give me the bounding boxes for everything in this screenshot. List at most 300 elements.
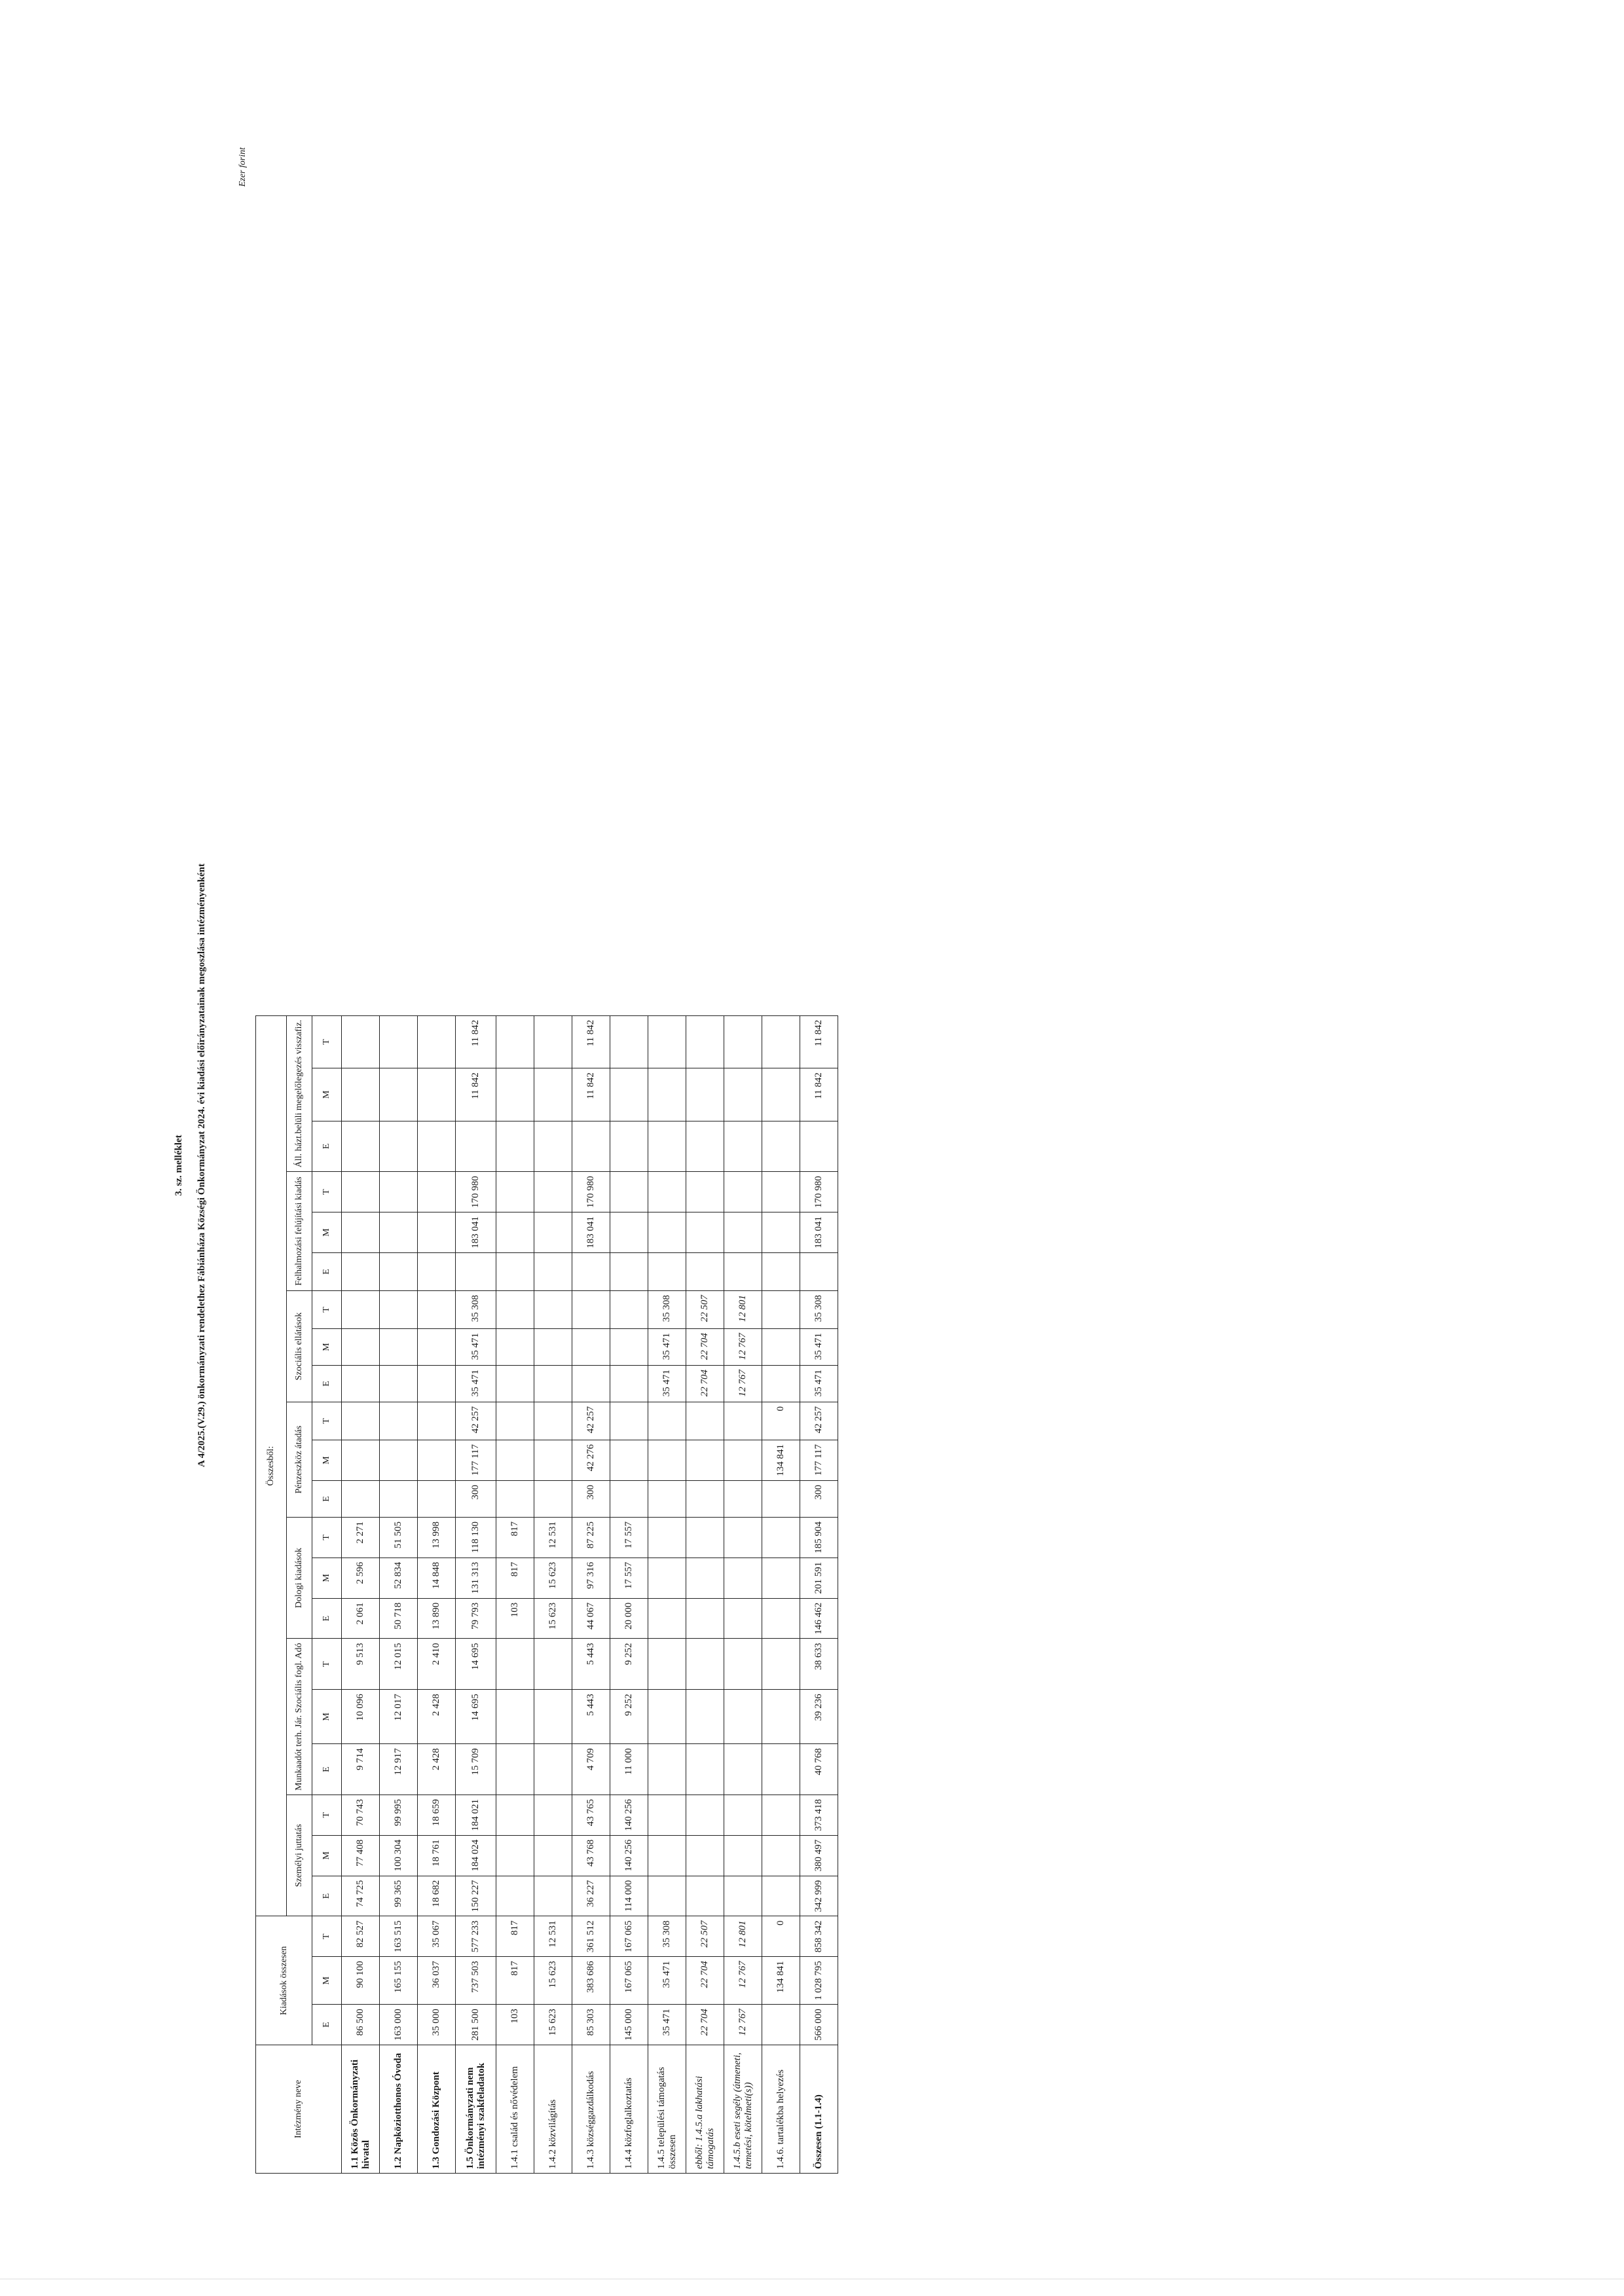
cell-value — [342, 1121, 380, 1172]
sub-header-e: E — [312, 2005, 342, 2045]
cell-value — [610, 1121, 648, 1172]
cell-value: 817 — [496, 1558, 534, 1598]
cell-value: 183 041 — [800, 1212, 838, 1252]
cell-value — [610, 1252, 648, 1290]
cell-value — [724, 1744, 762, 1795]
cell-value — [724, 1835, 762, 1876]
cell-value: 9 513 — [342, 1639, 380, 1690]
cell-value: 43 765 — [572, 1795, 610, 1836]
cell-value: 5 443 — [572, 1639, 610, 1690]
cell-value: 22 507 — [686, 1290, 724, 1328]
cell-value: 15 623 — [534, 1957, 572, 2005]
cell-value: 51 505 — [380, 1517, 418, 1558]
cell-value: 183 041 — [456, 1212, 496, 1252]
cell-value — [380, 1212, 418, 1252]
cell-value: 140 256 — [610, 1835, 648, 1876]
sub-header-e: E — [312, 1121, 342, 1172]
cell-value — [610, 1480, 648, 1517]
cell-value — [534, 1440, 572, 1480]
cell-value — [686, 1517, 724, 1558]
cell-value — [534, 1212, 572, 1252]
cell-value: 22 507 — [686, 1916, 724, 1957]
cell-value: 566 000 — [800, 2005, 838, 2045]
cell-value: 12 801 — [724, 1290, 762, 1328]
cell-value — [762, 1068, 800, 1121]
cell-value — [342, 1328, 380, 1365]
cell-value: 44 067 — [572, 1598, 610, 1639]
cell-value — [724, 1876, 762, 1916]
cell-value — [648, 1121, 686, 1172]
cell-value: 35 471 — [800, 1365, 838, 1402]
sub-header-t: T — [312, 1015, 342, 1068]
cell-value — [342, 1365, 380, 1402]
cell-value — [380, 1402, 418, 1440]
cell-value — [496, 1835, 534, 1876]
cell-value: 150 227 — [456, 1876, 496, 1916]
cell-value: 12 767 — [724, 1328, 762, 1365]
cell-value — [686, 1744, 724, 1795]
cell-value — [648, 1795, 686, 1836]
cell-value: 817 — [496, 1916, 534, 1957]
cell-value: 35 067 — [418, 1916, 456, 1957]
cell-value — [724, 1598, 762, 1639]
sub-header-t: T — [312, 1639, 342, 1690]
cell-value: 12 767 — [724, 1365, 762, 1402]
cell-value: 87 225 — [572, 1517, 610, 1558]
cell-value: 14 848 — [418, 1558, 456, 1598]
cell-value — [648, 1558, 686, 1598]
cell-value: 50 718 — [380, 1598, 418, 1639]
cell-value: 100 304 — [380, 1835, 418, 1876]
cell-value — [762, 1290, 800, 1328]
cell-value — [686, 1795, 724, 1836]
cell-value: 35 308 — [456, 1290, 496, 1328]
cell-value — [762, 1172, 800, 1212]
cell-value — [762, 1639, 800, 1690]
cell-value — [496, 1068, 534, 1121]
cell-value — [724, 1172, 762, 1212]
sub-header-e: E — [312, 1252, 342, 1290]
row-name: 1.4.5.b eseti segély (átmeneti, temetési, kötelmeti(s)) — [724, 2045, 762, 2174]
cell-value — [800, 1121, 838, 1172]
expenditure-table — [255, 1015, 838, 2174]
cell-value — [648, 1876, 686, 1916]
cell-value — [418, 1328, 456, 1365]
cell-value: 737 503 — [456, 1957, 496, 2005]
cell-value — [342, 1212, 380, 1252]
cell-value — [648, 1172, 686, 1212]
cell-value: 13 998 — [418, 1517, 456, 1558]
cell-value: 2 428 — [418, 1690, 456, 1744]
cell-value: 373 418 — [800, 1795, 838, 1836]
cell-value: 11 842 — [572, 1015, 610, 1068]
cell-value — [418, 1365, 456, 1402]
cell-value: 40 768 — [800, 1744, 838, 1795]
cell-value — [342, 1480, 380, 1517]
cell-value — [686, 1121, 724, 1172]
cell-value: 42 276 — [572, 1440, 610, 1480]
row-name: 1.4.1 család és nővédelem — [496, 2045, 534, 2174]
cell-value: 2 596 — [342, 1558, 380, 1598]
cell-value — [380, 1480, 418, 1517]
sub-header-m: M — [312, 1212, 342, 1252]
header-total: Kiadások összesen — [256, 1916, 312, 2045]
cell-value — [724, 1068, 762, 1121]
cell-value — [648, 1690, 686, 1744]
unit-label: Ezer forint — [238, 147, 248, 187]
cell-value — [762, 1598, 800, 1639]
cell-value: 86 500 — [342, 2005, 380, 2045]
cell-value — [496, 1402, 534, 1440]
sub-header-e: E — [312, 1598, 342, 1639]
annex-label: 3. sz. melléklet — [174, 1135, 184, 1196]
cell-value — [534, 1328, 572, 1365]
cell-value — [380, 1172, 418, 1212]
cell-value: 167 065 — [610, 1957, 648, 2005]
cell-value: 114 000 — [610, 1876, 648, 1916]
cell-value: 22 704 — [686, 1328, 724, 1365]
cell-value — [648, 1402, 686, 1440]
cell-value — [686, 1212, 724, 1252]
cell-value — [534, 1365, 572, 1402]
cell-value: 42 257 — [800, 1402, 838, 1440]
cell-value: 281 500 — [456, 2005, 496, 2045]
cell-value — [762, 1252, 800, 1290]
cell-value: 70 743 — [342, 1795, 380, 1836]
cell-value — [534, 1480, 572, 1517]
header-institution-name: Intézmény neve — [256, 2045, 342, 2174]
cell-value — [762, 1835, 800, 1876]
cell-value: 14 695 — [456, 1690, 496, 1744]
cell-value — [496, 1744, 534, 1795]
cell-value: 35 471 — [648, 1365, 686, 1402]
cell-value — [380, 1252, 418, 1290]
cell-value: 858 342 — [800, 1916, 838, 1957]
sub-header-e: E — [312, 1876, 342, 1916]
cell-value: 380 497 — [800, 1835, 838, 1876]
cell-value: 39 236 — [800, 1690, 838, 1744]
cell-value — [534, 1068, 572, 1121]
table-body — [342, 1015, 838, 2173]
cell-value: 12 767 — [724, 1957, 762, 2005]
cell-value — [686, 1690, 724, 1744]
cell-value — [610, 1402, 648, 1440]
cell-value — [686, 1252, 724, 1290]
cell-value — [762, 1480, 800, 1517]
cell-value — [648, 1212, 686, 1252]
cell-value: 0 — [762, 1916, 800, 1957]
cell-value — [496, 1252, 534, 1290]
cell-value — [380, 1365, 418, 1402]
cell-value — [686, 1440, 724, 1480]
cell-value — [572, 1252, 610, 1290]
cell-value: 170 980 — [456, 1172, 496, 1212]
cell-value: 184 024 — [456, 1835, 496, 1876]
cell-value: 140 256 — [610, 1795, 648, 1836]
sub-header-m: M — [312, 1835, 342, 1876]
cell-value: 35 471 — [456, 1365, 496, 1402]
cell-value: 361 512 — [572, 1916, 610, 1957]
cell-value — [534, 1690, 572, 1744]
cell-value: 177 117 — [800, 1440, 838, 1480]
cell-value — [418, 1402, 456, 1440]
cell-value: 383 686 — [572, 1957, 610, 2005]
cell-value: 18 659 — [418, 1795, 456, 1836]
cell-value — [496, 1121, 534, 1172]
header-capital: Felhalmozási felújítási kiadás — [287, 1172, 312, 1291]
table-row — [572, 1015, 610, 2173]
cell-value — [686, 1835, 724, 1876]
cell-value — [648, 1517, 686, 1558]
cell-value: 9 714 — [342, 1744, 380, 1795]
row-name: 1.2 Napköziotthonos Óvoda — [380, 2045, 418, 2174]
cell-value — [496, 1690, 534, 1744]
sub-header-m: M — [312, 1328, 342, 1365]
sub-header-m: M — [312, 1068, 342, 1121]
cell-value — [418, 1068, 456, 1121]
cell-value: 300 — [456, 1480, 496, 1517]
cell-value: 185 904 — [800, 1517, 838, 1558]
cell-value: 10 096 — [342, 1690, 380, 1744]
cell-value: 2 271 — [342, 1517, 380, 1558]
header-of-which: Összesből: — [256, 1015, 287, 1916]
sub-header-t: T — [312, 1795, 342, 1836]
cell-value — [762, 1744, 800, 1795]
cell-value — [418, 1290, 456, 1328]
cell-value — [418, 1440, 456, 1480]
row-name: 1.4.6. tartalékba helyezés — [762, 2045, 800, 2174]
cell-value: 12 017 — [380, 1690, 418, 1744]
cell-value: 52 834 — [380, 1558, 418, 1598]
cell-value — [800, 1252, 838, 1290]
cell-value: 12 767 — [724, 2005, 762, 2045]
cell-value: 35 308 — [648, 1290, 686, 1328]
cell-value: 165 155 — [380, 1957, 418, 2005]
sub-header-m: M — [312, 1690, 342, 1744]
cell-value — [724, 1639, 762, 1690]
cell-value: 35 471 — [648, 2005, 686, 2045]
cell-value: 42 257 — [572, 1402, 610, 1440]
cell-value — [762, 2005, 800, 2045]
table-row — [342, 1015, 380, 2173]
cell-value — [496, 1212, 534, 1252]
cell-value: 11 842 — [456, 1015, 496, 1068]
cell-value — [648, 1015, 686, 1068]
row-name: 1.4.5 települési támogatás összesen — [648, 2045, 686, 2174]
cell-value: 131 313 — [456, 1558, 496, 1598]
cell-value — [762, 1015, 800, 1068]
cell-value: 99 365 — [380, 1876, 418, 1916]
cell-value — [724, 1690, 762, 1744]
cell-value: 300 — [800, 1480, 838, 1517]
cell-value: 14 695 — [456, 1639, 496, 1690]
cell-value: 167 065 — [610, 1916, 648, 1957]
cell-value: 9 252 — [610, 1690, 648, 1744]
cell-value: 11 842 — [800, 1015, 838, 1068]
cell-value — [762, 1876, 800, 1916]
cell-value: 15 623 — [534, 1598, 572, 1639]
table-row — [610, 1015, 648, 2173]
cell-value: 11 842 — [572, 1068, 610, 1121]
cell-value: 82 527 — [342, 1916, 380, 1957]
cell-value — [686, 1598, 724, 1639]
cell-value: 817 — [496, 1957, 534, 2005]
header-employer-tax: Munkaadót terh. Jár. Szociális fogl. Adó — [287, 1639, 312, 1795]
cell-value: 1 028 795 — [800, 1957, 838, 2005]
cell-value: 35 000 — [418, 2005, 456, 2045]
table-row — [456, 1015, 496, 2173]
cell-value — [610, 1290, 648, 1328]
cell-value: 2 061 — [342, 1598, 380, 1639]
cell-value — [456, 1252, 496, 1290]
sub-header-t: T — [312, 1172, 342, 1212]
cell-value: 12 917 — [380, 1744, 418, 1795]
cell-value: 103 — [496, 1598, 534, 1639]
cell-value — [342, 1252, 380, 1290]
cell-value: 342 999 — [800, 1876, 838, 1916]
cell-value — [342, 1402, 380, 1440]
cell-value — [534, 1402, 572, 1440]
cell-value — [724, 1517, 762, 1558]
cell-value — [496, 1365, 534, 1402]
cell-value: 4 709 — [572, 1744, 610, 1795]
cell-value — [342, 1068, 380, 1121]
table-row — [496, 1015, 534, 2173]
cell-value: 170 980 — [800, 1172, 838, 1212]
cell-value — [496, 1440, 534, 1480]
row-name: 1.5 Önkormányzati nem intézményi szakfeladatok — [456, 2045, 496, 2174]
cell-value — [648, 1744, 686, 1795]
cell-value: 300 — [572, 1480, 610, 1517]
cell-value — [496, 1290, 534, 1328]
cell-value: 134 841 — [762, 1440, 800, 1480]
cell-value: 170 980 — [572, 1172, 610, 1212]
cell-value — [418, 1172, 456, 1212]
cell-value — [610, 1068, 648, 1121]
table-row — [648, 1015, 686, 2173]
cell-value — [610, 1015, 648, 1068]
cell-value: 134 841 — [762, 1957, 800, 2005]
cell-value — [762, 1212, 800, 1252]
cell-value — [686, 1402, 724, 1440]
cell-value — [648, 1835, 686, 1876]
cell-value — [610, 1212, 648, 1252]
cell-value — [724, 1212, 762, 1252]
cell-value: 11 842 — [456, 1068, 496, 1121]
table-row — [380, 1015, 418, 2173]
cell-value — [496, 1015, 534, 1068]
cell-value — [534, 1835, 572, 1876]
sub-header-t: T — [312, 1402, 342, 1440]
cell-value: 12 531 — [534, 1916, 572, 1957]
cell-value: 35 471 — [800, 1328, 838, 1365]
table-row — [762, 1015, 800, 2173]
cell-value — [648, 1440, 686, 1480]
cell-value: 13 890 — [418, 1598, 456, 1639]
cell-value — [762, 1365, 800, 1402]
cell-value: 146 462 — [800, 1598, 838, 1639]
cell-value: 103 — [496, 2005, 534, 2045]
cell-value — [380, 1328, 418, 1365]
cell-value: 36 227 — [572, 1876, 610, 1916]
cell-value — [380, 1440, 418, 1480]
cell-value: 2 428 — [418, 1744, 456, 1795]
cell-value — [686, 1558, 724, 1598]
sub-header-e: E — [312, 1365, 342, 1402]
cell-value — [762, 1328, 800, 1365]
cell-value — [724, 1252, 762, 1290]
cell-value: 163 000 — [380, 2005, 418, 2045]
table-row — [724, 1015, 762, 2173]
cell-value — [418, 1252, 456, 1290]
cell-value: 35 471 — [648, 1957, 686, 2005]
cell-value — [572, 1121, 610, 1172]
sub-header-t: T — [312, 1290, 342, 1328]
cell-value — [724, 1440, 762, 1480]
cell-value — [572, 1365, 610, 1402]
cell-value — [686, 1876, 724, 1916]
header-cash-transfer: Pénzeszköz átadás — [287, 1402, 312, 1517]
cell-value: 38 633 — [800, 1639, 838, 1690]
row-name: 1.3 Gondozási Központ — [418, 2045, 456, 2174]
rotated-landscape-content — [147, 124, 1450, 2180]
cell-value: 85 303 — [572, 2005, 610, 2045]
row-name: 1.4.4 közfoglalkoztatás — [610, 2045, 648, 2174]
cell-value: 9 252 — [610, 1639, 648, 1690]
cell-value — [534, 1744, 572, 1795]
cell-value: 97 316 — [572, 1558, 610, 1598]
sub-header-t: T — [312, 1916, 342, 1957]
cell-value — [762, 1795, 800, 1836]
cell-value: 35 471 — [648, 1328, 686, 1365]
row-name: 1.1 Közös Önkormányzati hivatal — [342, 2045, 380, 2174]
sub-header-m: M — [312, 1957, 342, 2005]
cell-value: 35 471 — [456, 1328, 496, 1365]
cell-value: 22 704 — [686, 1957, 724, 2005]
cell-value — [380, 1290, 418, 1328]
table-row — [800, 1015, 838, 2173]
cell-value: 201 591 — [800, 1558, 838, 1598]
cell-value: 5 443 — [572, 1690, 610, 1744]
cell-value: 20 000 — [610, 1598, 648, 1639]
cell-value: 11 000 — [610, 1744, 648, 1795]
cell-value — [762, 1121, 800, 1172]
cell-value — [686, 1068, 724, 1121]
cell-value — [534, 1252, 572, 1290]
cell-value: 184 021 — [456, 1795, 496, 1836]
cell-value: 43 768 — [572, 1835, 610, 1876]
row-name: 1.4.3 községgazdálkodás — [572, 2045, 610, 2174]
cell-value — [610, 1440, 648, 1480]
cell-value: 577 233 — [456, 1916, 496, 1957]
cell-value — [496, 1795, 534, 1836]
cell-value — [380, 1068, 418, 1121]
cell-value: 145 000 — [610, 2005, 648, 2045]
row-name: 1.4.2 közvilágítás — [534, 2045, 572, 2174]
cell-value: 17 557 — [610, 1558, 648, 1598]
cell-value — [686, 1639, 724, 1690]
cell-value: 74 725 — [342, 1876, 380, 1916]
cell-value: 2 410 — [418, 1639, 456, 1690]
cell-value — [724, 1795, 762, 1836]
cell-value: 12 015 — [380, 1639, 418, 1690]
cell-value — [762, 1690, 800, 1744]
cell-value — [418, 1121, 456, 1172]
cell-value — [724, 1015, 762, 1068]
header-social: Szociális ellátások — [287, 1290, 312, 1402]
cell-value — [724, 1558, 762, 1598]
sub-header-m: M — [312, 1440, 342, 1480]
